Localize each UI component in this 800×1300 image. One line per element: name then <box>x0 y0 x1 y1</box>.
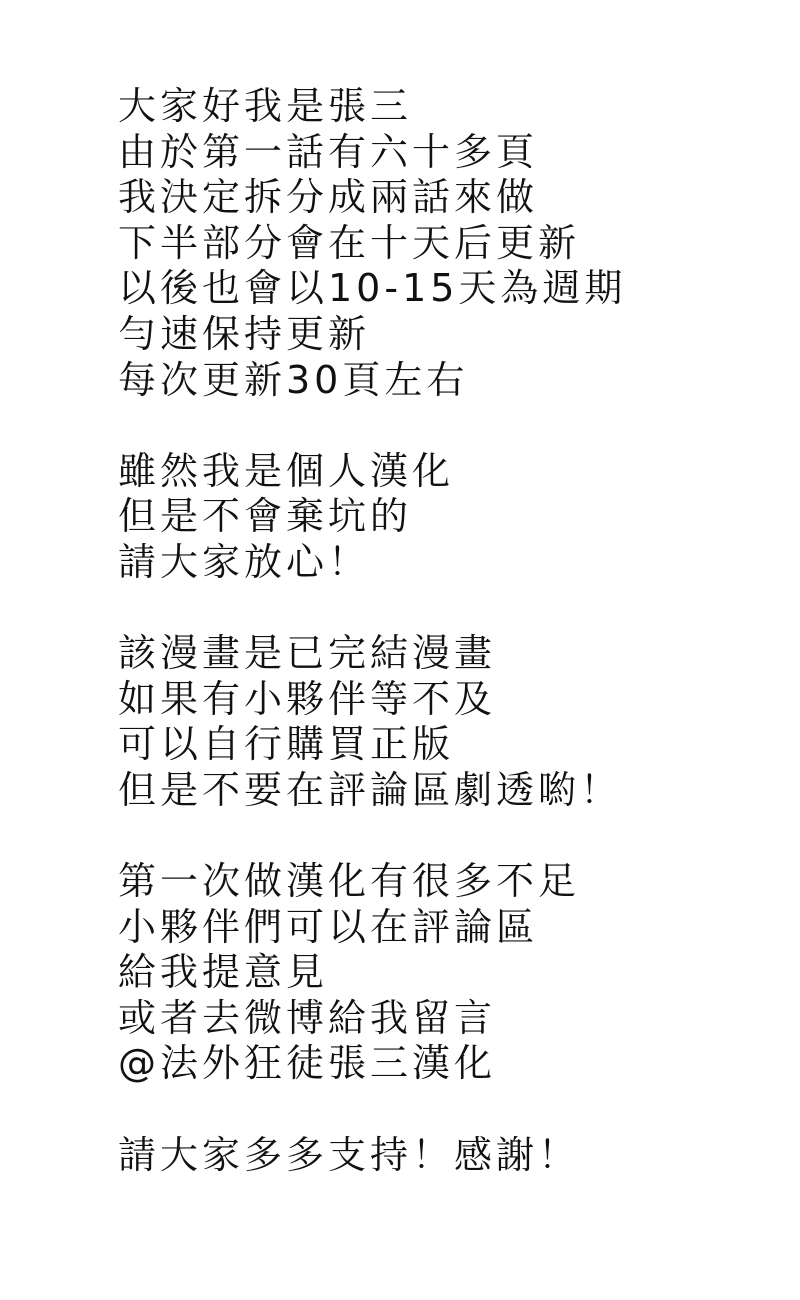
update-schedule-paragraph <box>118 84 778 403</box>
weibo-handle: @法外狂徒張三漢化 <box>118 1041 497 1086</box>
note-line: 下半部分會在十天后更新 <box>118 220 581 265</box>
note-line: 第一次做漢化有很多不足 <box>118 859 581 904</box>
note-line: 但是不會棄坑的 <box>118 494 413 539</box>
note-line: 勻速保持更新 <box>118 311 371 356</box>
note-line: 大家好我是張三 <box>118 84 413 128</box>
note-line: 如果有小夥伴等不及 <box>118 676 497 721</box>
purchase-and-spoiler-paragraph <box>118 631 778 813</box>
note-line: 該漫畫是已完結漫畫 <box>118 631 497 676</box>
note-line: 但是不要在評論區劇透喲！ <box>118 767 623 812</box>
translator-note <box>118 84 778 1178</box>
feedback-paragraph <box>118 859 778 1087</box>
note-line: 可以自行購買正版 <box>118 722 455 767</box>
note-line: 雖然我是個人漢化 <box>118 448 455 493</box>
closing-paragraph <box>118 1133 778 1179</box>
reassurance-paragraph <box>118 449 778 586</box>
note-line: 請大家多多支持！感謝！ <box>118 1132 581 1177</box>
note-line: 以後也會以10-15天為週期 <box>118 266 627 311</box>
note-line: 給我提意見 <box>118 950 329 995</box>
note-line: 或者去微博給我留言 <box>118 995 497 1040</box>
note-line: 請大家放心！ <box>118 539 371 584</box>
note-line: 我決定拆分成兩話來做 <box>118 175 539 220</box>
note-line: 由於第一話有六十多頁 <box>118 129 539 174</box>
note-line: 每次更新30頁左右 <box>118 357 469 402</box>
note-line: 小夥伴們可以在評論區 <box>118 904 539 949</box>
